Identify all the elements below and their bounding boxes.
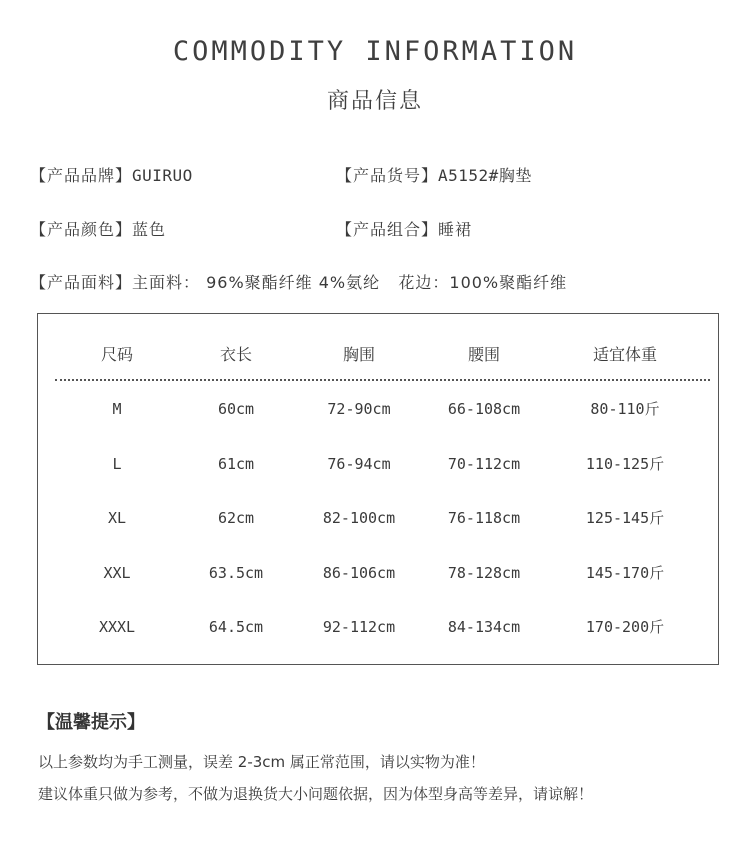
cell-bust: 72-90cm — [327, 400, 391, 418]
cell-weight: 170-200斤 — [585, 618, 665, 636]
cell-size: XXXL — [98, 618, 136, 636]
header-waist: 腰围 — [467, 345, 501, 364]
table-row — [38, 558, 718, 588]
cell-length: 64.5cm — [208, 618, 264, 636]
header-divider — [55, 379, 710, 381]
cell-size: XXL — [103, 564, 131, 582]
info-brand-label: 【产品品牌】 — [30, 166, 133, 185]
tips-line-1: 以上参数均为手工测量，误差 2-3cm 属正常范围，请以实物为准！ — [38, 753, 485, 771]
cell-size: XL — [107, 509, 127, 527]
info-combo-label: 【产品组合】 — [336, 220, 439, 239]
cell-length: 61cm — [217, 455, 255, 473]
table-header-row — [38, 340, 718, 370]
info-item-no-value: A5152#胸垫 — [438, 166, 532, 185]
table-row — [38, 449, 718, 479]
header-length: 衣长 — [219, 345, 253, 364]
table-row — [38, 612, 718, 642]
tips-line-2: 建议体重只做为参考，不做为退换货大小问题依据，因为体型身高等差异，请谅解！ — [38, 785, 594, 803]
info-fabric — [30, 270, 567, 293]
cell-waist: 84-134cm — [447, 618, 521, 636]
cell-bust: 86-106cm — [322, 564, 396, 582]
cell-bust: 92-112cm — [322, 618, 396, 636]
cell-bust: 76-94cm — [327, 455, 391, 473]
info-color — [30, 217, 166, 240]
cell-weight: 80-110斤 — [590, 400, 660, 418]
cell-size: L — [112, 455, 122, 473]
header-weight: 适宜体重 — [592, 345, 658, 364]
cell-bust: 82-100cm — [322, 509, 396, 527]
info-combo-value: 睡裙 — [438, 220, 473, 239]
info-color-label: 【产品颜色】 — [30, 220, 133, 239]
info-combo — [336, 217, 472, 240]
table-row — [38, 503, 718, 533]
cell-length: 62cm — [217, 509, 255, 527]
cell-waist: 78-128cm — [447, 564, 521, 582]
header-bust: 胸围 — [342, 345, 376, 364]
title-chinese: 商品信息 — [326, 89, 423, 114]
info-fabric-label: 【产品面料】 — [30, 273, 133, 292]
cell-weight: 145-170斤 — [585, 564, 665, 582]
tips-title: 【温馨提示】 — [37, 712, 145, 733]
info-brand — [30, 163, 193, 186]
info-item-no — [336, 163, 532, 186]
table-row — [38, 394, 718, 424]
cell-waist: 66-108cm — [447, 400, 521, 418]
title-english: COMMODITY INFORMATION — [172, 36, 578, 67]
size-table — [37, 313, 719, 665]
cell-weight: 110-125斤 — [585, 455, 665, 473]
cell-size: M — [112, 400, 122, 418]
info-color-value: 蓝色 — [132, 220, 167, 239]
info-fabric-value: 主面料： 96%聚酯纤维 4%氨纶 花边：100%聚酯纤维 — [132, 273, 568, 292]
info-brand-value: GUIRUO — [132, 166, 193, 185]
header-size: 尺码 — [100, 345, 134, 364]
info-item-no-label: 【产品货号】 — [336, 166, 439, 185]
cell-weight: 125-145斤 — [585, 509, 665, 527]
cell-length: 63.5cm — [208, 564, 264, 582]
cell-length: 60cm — [217, 400, 255, 418]
cell-waist: 70-112cm — [447, 455, 521, 473]
cell-waist: 76-118cm — [447, 509, 521, 527]
